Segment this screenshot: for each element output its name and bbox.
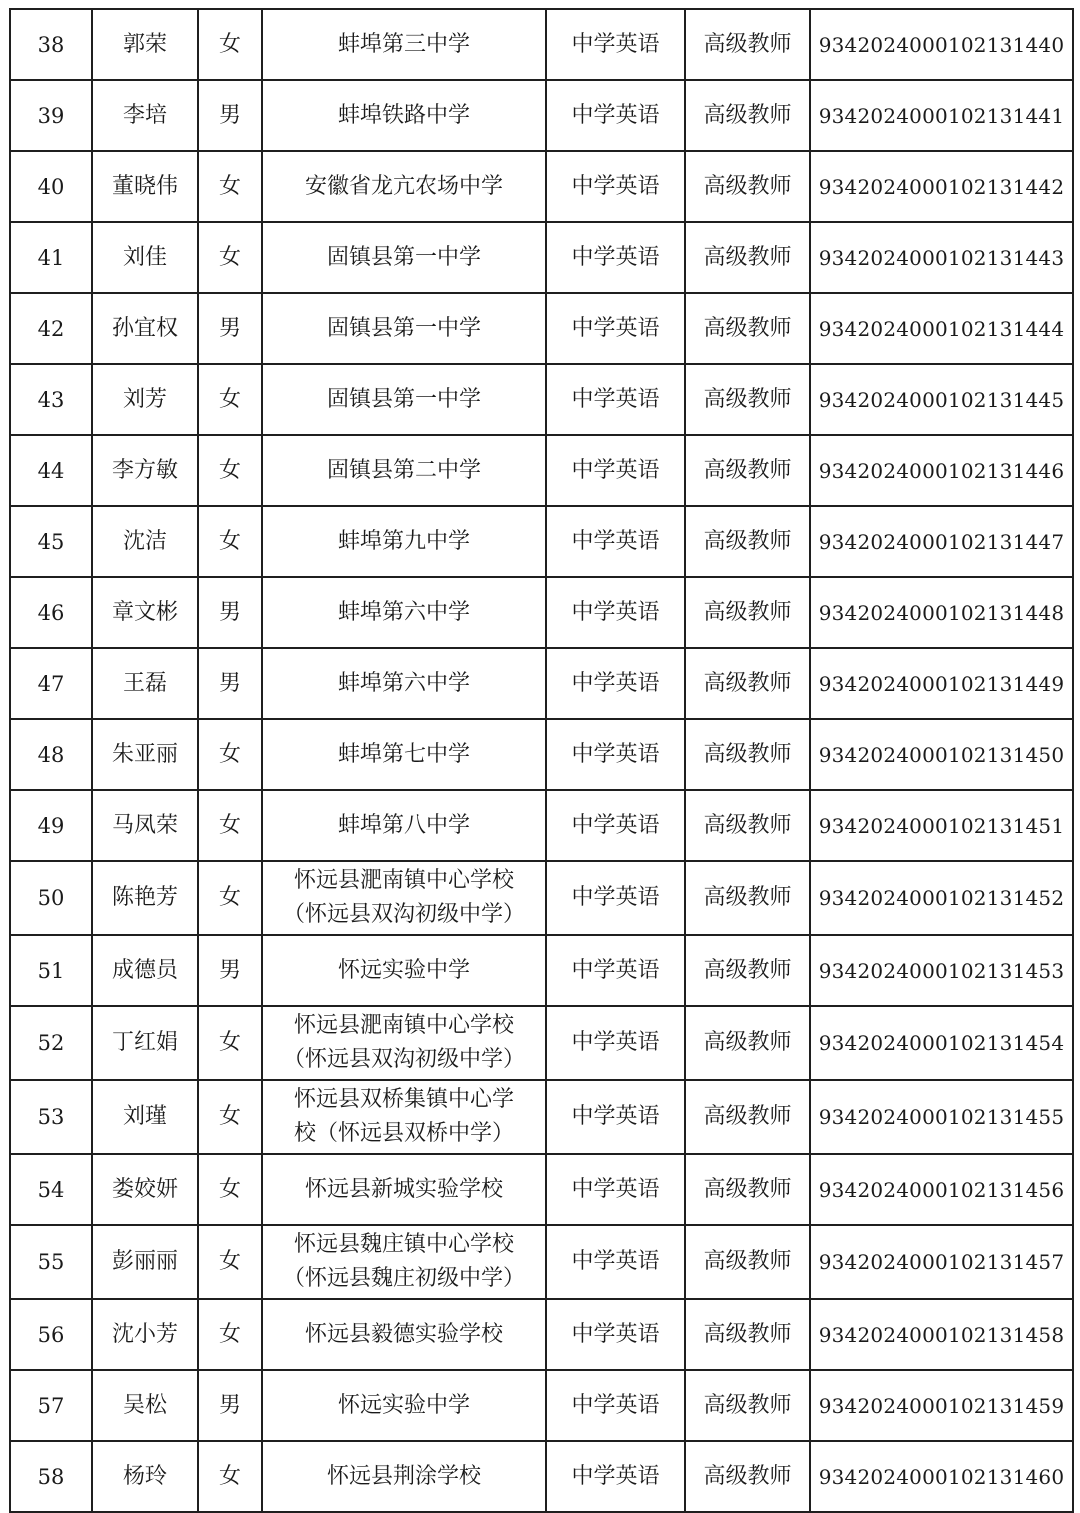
school-name [262,293,546,364]
title-level: 高级教师 [685,648,810,719]
title-level: 高级教师 [685,506,810,577]
school-name [262,80,546,151]
certificate-number: 9342024000102131448 [810,577,1073,648]
school-name [262,719,546,790]
teacher-gender: 女 [198,1225,262,1299]
title-level: 高级教师 [685,364,810,435]
school-name-line: 怀远县新城实验学校 [304,1176,503,1202]
school-name-line: 怀远县魏庄镇中心学校 [293,1232,514,1257]
table-row [10,648,1073,719]
teacher-gender: 女 [198,1154,262,1225]
certificate-number: 9342024000102131459 [810,1370,1073,1441]
table-row [10,1080,1073,1154]
certificate-number: 9342024000102131451 [810,790,1073,861]
certificate-number: 9342024000102131445 [810,364,1073,435]
school-name [262,861,546,935]
teacher-name: 娄姣妍 [92,1154,198,1225]
table-row [10,80,1073,151]
teacher-gender: 女 [198,364,262,435]
teacher-name: 章文彬 [92,577,198,648]
subject: 中学英语 [546,9,685,80]
table-row [10,935,1073,1006]
row-number: 39 [10,80,92,151]
title-level: 高级教师 [685,1006,810,1080]
school-name-line: 校（怀远县双桥中学） [293,1121,514,1146]
school-name [262,935,546,1006]
teacher-gender: 女 [198,790,262,861]
school-name [262,9,546,80]
title-level: 高级教师 [685,935,810,1006]
teacher-name: 陈艳芳 [92,861,198,935]
teacher-name: 孙宜权 [92,293,198,364]
teacher-gender: 女 [198,1006,262,1080]
school-name [262,1080,546,1154]
teacher-gender: 女 [198,719,262,790]
school-name-line: 怀远县荆涂学校 [326,1463,481,1489]
title-level: 高级教师 [685,1299,810,1370]
table-body [10,9,1073,1512]
subject: 中学英语 [546,1299,685,1370]
certificate-number: 9342024000102131455 [810,1080,1073,1154]
certificate-number: 9342024000102131450 [810,719,1073,790]
title-level: 高级教师 [685,9,810,80]
school-name [262,222,546,293]
school-name [262,1370,546,1441]
subject: 中学英语 [546,1080,685,1154]
school-name-line: 蚌埠第六中学 [337,670,470,696]
certificate-number: 9342024000102131440 [810,9,1073,80]
table-row [10,506,1073,577]
title-level: 高级教师 [685,861,810,935]
subject: 中学英语 [546,861,685,935]
row-number: 55 [10,1225,92,1299]
table-row [10,1370,1073,1441]
row-number: 53 [10,1080,92,1154]
certificate-number: 9342024000102131444 [810,293,1073,364]
row-number: 38 [10,9,92,80]
row-number: 50 [10,861,92,935]
school-name-line: 怀远实验中学 [337,1392,470,1418]
certificate-number: 9342024000102131447 [810,506,1073,577]
row-number: 54 [10,1154,92,1225]
certificate-number: 9342024000102131460 [810,1441,1073,1512]
school-name [262,577,546,648]
school-name [262,151,546,222]
row-number: 43 [10,364,92,435]
table-row [10,435,1073,506]
subject: 中学英语 [546,1441,685,1512]
title-level: 高级教师 [685,577,810,648]
teacher-gender: 女 [198,506,262,577]
table-row [10,1006,1073,1080]
teacher-name: 董晓伟 [92,151,198,222]
school-name-line: 固镇县第一中学 [326,386,481,412]
teacher-name: 沈小芳 [92,1299,198,1370]
school-name-line: （怀远县双沟初级中学） [282,1047,525,1072]
certificate-number: 9342024000102131442 [810,151,1073,222]
certificate-number: 9342024000102131441 [810,80,1073,151]
teacher-name: 彭丽丽 [92,1225,198,1299]
school-name-line: 蚌埠第三中学 [337,31,470,57]
row-number: 42 [10,293,92,364]
subject: 中学英语 [546,364,685,435]
subject: 中学英语 [546,577,685,648]
school-name [262,364,546,435]
subject: 中学英语 [546,80,685,151]
teacher-name: 刘芳 [92,364,198,435]
school-name-line: 蚌埠第八中学 [337,812,470,838]
school-name-line: 固镇县第一中学 [326,244,481,270]
teacher-name: 沈洁 [92,506,198,577]
teacher-name: 李培 [92,80,198,151]
table-row [10,861,1073,935]
certificate-number: 9342024000102131458 [810,1299,1073,1370]
teacher-gender: 女 [198,435,262,506]
certificate-number: 9342024000102131452 [810,861,1073,935]
school-name-line: 怀远实验中学 [337,957,470,983]
row-number: 52 [10,1006,92,1080]
title-level: 高级教师 [685,293,810,364]
subject: 中学英语 [546,648,685,719]
title-level: 高级教师 [685,1370,810,1441]
teacher-name: 吴松 [92,1370,198,1441]
teacher-gender: 男 [198,648,262,719]
teacher-name: 王磊 [92,648,198,719]
row-number: 58 [10,1441,92,1512]
table-row [10,790,1073,861]
subject: 中学英语 [546,935,685,1006]
school-name [262,1441,546,1512]
table-row [10,364,1073,435]
school-name-line: 怀远县毅德实验学校 [304,1321,503,1347]
row-number: 40 [10,151,92,222]
row-number: 57 [10,1370,92,1441]
school-name-line: 固镇县第二中学 [326,457,481,483]
certificate-number: 9342024000102131443 [810,222,1073,293]
teacher-gender: 女 [198,1441,262,1512]
title-level: 高级教师 [685,222,810,293]
subject: 中学英语 [546,1154,685,1225]
table-row [10,222,1073,293]
row-number: 45 [10,506,92,577]
teacher-name: 成德员 [92,935,198,1006]
table-row [10,293,1073,364]
subject: 中学英语 [546,506,685,577]
title-level: 高级教师 [685,80,810,151]
subject: 中学英语 [546,1370,685,1441]
title-level: 高级教师 [685,719,810,790]
teacher-title-table [9,8,1074,1513]
teacher-name: 马凤荣 [92,790,198,861]
teacher-gender: 女 [198,222,262,293]
teacher-gender: 女 [198,9,262,80]
subject: 中学英语 [546,151,685,222]
row-number: 49 [10,790,92,861]
teacher-name: 李方敏 [92,435,198,506]
teacher-gender: 女 [198,1299,262,1370]
teacher-name: 丁红娟 [92,1006,198,1080]
school-name [262,790,546,861]
title-level: 高级教师 [685,1441,810,1512]
table-row [10,1154,1073,1225]
school-name [262,506,546,577]
school-name [262,1299,546,1370]
teacher-gender: 男 [198,935,262,1006]
title-level: 高级教师 [685,1154,810,1225]
subject: 中学英语 [546,790,685,861]
school-name-line: 蚌埠第六中学 [337,599,470,625]
school-name-line: 怀远县淝南镇中心学校 [293,1013,514,1038]
school-name [262,648,546,719]
subject: 中学英语 [546,222,685,293]
row-number: 48 [10,719,92,790]
subject: 中学英语 [546,435,685,506]
school-name-line: 怀远县双桥集镇中心学 [293,1087,514,1112]
table-row [10,719,1073,790]
row-number: 47 [10,648,92,719]
teacher-gender: 女 [198,861,262,935]
certificate-number: 9342024000102131446 [810,435,1073,506]
certificate-number: 9342024000102131457 [810,1225,1073,1299]
school-name [262,435,546,506]
row-number: 51 [10,935,92,1006]
teacher-gender: 女 [198,151,262,222]
school-name [262,1154,546,1225]
teacher-name: 杨玲 [92,1441,198,1512]
subject: 中学英语 [546,1006,685,1080]
subject: 中学英语 [546,719,685,790]
subject: 中学英语 [546,1225,685,1299]
title-level: 高级教师 [685,790,810,861]
row-number: 44 [10,435,92,506]
subject: 中学英语 [546,293,685,364]
row-number: 41 [10,222,92,293]
row-number: 46 [10,577,92,648]
certificate-number: 9342024000102131454 [810,1006,1073,1080]
teacher-name: 刘瑾 [92,1080,198,1154]
table-row [10,577,1073,648]
school-name-line: 蚌埠第七中学 [337,741,470,767]
school-name-line: （怀远县魏庄初级中学） [282,1266,525,1291]
school-name-line: 怀远县淝南镇中心学校 [293,868,514,893]
teacher-gender: 男 [198,1370,262,1441]
teacher-name: 郭荣 [92,9,198,80]
teacher-name: 刘佳 [92,222,198,293]
certificate-number: 9342024000102131449 [810,648,1073,719]
school-name-line: （怀远县双沟初级中学） [282,902,525,927]
school-name-line: 蚌埠铁路中学 [337,102,470,128]
school-name [262,1006,546,1080]
row-number: 56 [10,1299,92,1370]
certificate-number: 9342024000102131453 [810,935,1073,1006]
school-name-line: 安徽省龙亢农场中学 [304,173,503,199]
school-name [262,1225,546,1299]
table-row [10,1225,1073,1299]
teacher-gender: 男 [198,293,262,364]
table-row [10,9,1073,80]
school-name-line: 固镇县第一中学 [326,315,481,341]
teacher-gender: 男 [198,80,262,151]
table-row [10,1441,1073,1512]
table-row [10,151,1073,222]
title-level: 高级教师 [685,1080,810,1154]
teacher-gender: 男 [198,577,262,648]
teacher-name: 朱亚丽 [92,719,198,790]
title-level: 高级教师 [685,151,810,222]
school-name-line: 蚌埠第九中学 [337,528,470,554]
certificate-number: 9342024000102131456 [810,1154,1073,1225]
table-row [10,1299,1073,1370]
title-level: 高级教师 [685,435,810,506]
teacher-gender: 女 [198,1080,262,1154]
title-level: 高级教师 [685,1225,810,1299]
